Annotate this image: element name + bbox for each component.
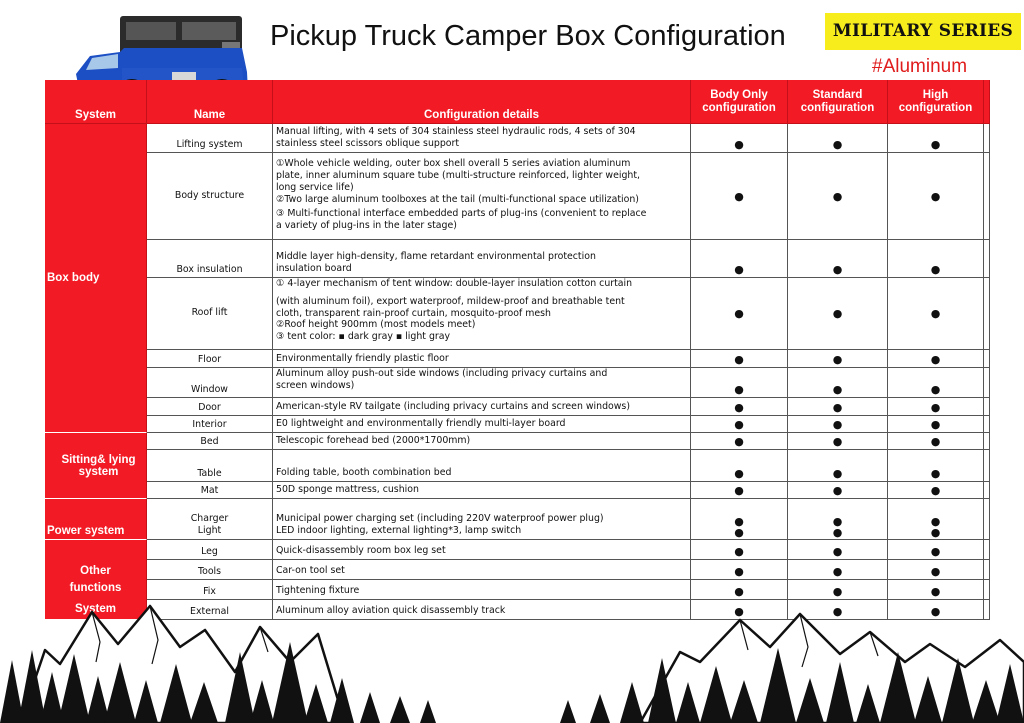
column-header-name: Name — [147, 80, 273, 124]
row-name-mat: Mat — [147, 482, 273, 499]
dot-high: ● — [888, 153, 984, 240]
dot-body-only: ● — [691, 240, 788, 278]
series-badge: MILITARY SERIES — [825, 13, 1021, 50]
dot-standard: ● — [788, 560, 888, 580]
group-power-system: Power system — [45, 499, 147, 540]
dot-body-only: ● — [691, 398, 788, 416]
dot-standard: ● — [788, 278, 888, 350]
group-box-body: Box body — [45, 124, 147, 433]
dot-high: ● — [888, 433, 984, 450]
group-other-functions-label: Other functions — [69, 565, 122, 594]
dot-body-only: ● — [691, 600, 788, 620]
row-details-bed: Telescopic forehead bed (2000*1700mm) — [273, 433, 691, 450]
row-name-bed: Bed — [147, 433, 273, 450]
dot-standard: ● — [788, 600, 888, 620]
dot-high: ● — [888, 600, 984, 620]
dot-body-only: ● — [691, 153, 788, 240]
dot-high: ● — [888, 560, 984, 580]
dot-body-only: ● — [691, 540, 788, 560]
row-details-roof-lift: ① 4-layer mechanism of tent window: double-layer insulation cotton curtain (with aluminum foil), export waterproof, mildew-proof and breathable tent cloth, transparent rain-proof curtain, mosquito-proof mesh ②Roof height 900mm (most models meet) ③ tent color: ▪ dark gray ▪ light gray — [273, 278, 691, 350]
dot-high: ● — [888, 580, 984, 600]
row-details-tools: Car-on tool set — [273, 560, 691, 580]
dot-high: ● — [888, 540, 984, 560]
dot-standard: ● — [788, 433, 888, 450]
dot-body-only: ● — [691, 350, 788, 368]
dot-high: ● — [888, 482, 984, 499]
dot-standard: ● — [788, 350, 888, 368]
row-name-lifting-system: Lifting system — [147, 124, 273, 153]
row-name-leg: Leg — [147, 540, 273, 560]
dot-body-only: ● — [691, 580, 788, 600]
dot-high: ● — [888, 416, 984, 433]
row-name-tools: Tools — [147, 560, 273, 580]
dot-standard: ● — [788, 398, 888, 416]
row-name-interior: Interior — [147, 416, 273, 433]
row-details-external: Aluminum alloy aviation quick disassembly track — [273, 600, 691, 620]
dot-body-only: ● — [691, 482, 788, 499]
dot-high: ● — [888, 240, 984, 278]
configuration-table — [45, 80, 990, 620]
row-details-leg: Quick-disassembly room box leg set — [273, 540, 691, 560]
dot-body-only: ● — [691, 433, 788, 450]
row-name-fix: Fix — [147, 580, 273, 600]
row-name-window: Window — [147, 368, 273, 398]
row-name-body-structure: Body structure — [147, 153, 273, 240]
dot-standard: ● — [788, 368, 888, 398]
dot-body-only: ● — [691, 278, 788, 350]
row-details-box-insulation: Middle layer high-density, flame retardant environmental protection insulation board — [273, 240, 691, 278]
dot-high: ● — [888, 450, 984, 482]
row-name-floor: Floor — [147, 350, 273, 368]
dot-standard: ● — [788, 540, 888, 560]
row-details-charger-light: Municipal power charging set (including 220V waterproof power plug) LED indoor lighting, external lighting*3, lamp switch — [273, 499, 691, 540]
row-name-charger-light: Charger Light — [147, 499, 273, 540]
dot-high: ● — [888, 368, 984, 398]
row-details-mat: 50D sponge mattress, cushion — [273, 482, 691, 499]
row-name-table: Table — [147, 450, 273, 482]
row-details-body-structure: ①Whole vehicle welding, outer box shell overall 5 series aviation aluminum plate, inner aluminum square tube (multi-structure reinforced, lighter weight, long service life) ②Two large aluminum toolboxes at the tail (multi-functional space utilization) ③ Multi-functional interface embedded parts of plug-ins (convenient to replace a variety of plug-ins in the later stage) — [273, 153, 691, 240]
dot-standard: ● — [788, 482, 888, 499]
dot-standard: ● — [788, 153, 888, 240]
group-other-functions-system: System — [75, 603, 116, 615]
column-header-standard: Standard configuration — [788, 80, 888, 124]
row-name-door: Door — [147, 398, 273, 416]
dot-body-only: ● — [691, 124, 788, 153]
dot-standard: ● — [788, 416, 888, 433]
dot-standard: ● ● — [788, 499, 888, 540]
dot-body-only: ● — [691, 450, 788, 482]
dot-body-only: ● — [691, 416, 788, 433]
dot-body-only: ● ● — [691, 499, 788, 540]
dot-body-only: ● — [691, 560, 788, 580]
group-sitting-lying: Sitting& lying system — [45, 433, 147, 499]
row-details-table: Folding table, booth combination bed — [273, 450, 691, 482]
page-title: Pickup Truck Camper Box Configuration — [270, 20, 786, 52]
dot-standard: ● — [788, 580, 888, 600]
mountain-forest-illustration — [0, 592, 1024, 723]
row-details-floor: Environmentally friendly plastic floor — [273, 350, 691, 368]
column-header-system: System — [45, 80, 147, 124]
row-name-roof-lift: Roof lift — [147, 278, 273, 350]
column-header-details: Configuration details — [273, 80, 691, 124]
dot-high: ● — [888, 350, 984, 368]
dot-standard: ● — [788, 240, 888, 278]
dot-high: ● — [888, 278, 984, 350]
column-header-body-only: Body Only configuration — [691, 80, 788, 124]
column-header-high: High configuration — [888, 80, 984, 124]
row-details-window: Aluminum alloy push-out side windows (including privacy curtains and screen windows) — [273, 368, 691, 398]
dot-body-only: ● — [691, 368, 788, 398]
row-name-box-insulation: Box insulation — [147, 240, 273, 278]
material-subtitle: #Aluminum — [872, 56, 968, 77]
row-details-door: American-style RV tailgate (including privacy curtains and screen windows) — [273, 398, 691, 416]
row-details-fix: Tightening fixture — [273, 580, 691, 600]
row-details-lifting-system: Manual lifting, with 4 sets of 304 stainless steel hydraulic rods, 4 sets of 304 stainless steel scissors oblique support — [273, 124, 691, 153]
dot-high: ● ● — [888, 499, 984, 540]
row-details-interior: E0 lightweight and environmentally friendly multi-layer board — [273, 416, 691, 433]
dot-high: ● — [888, 124, 984, 153]
dot-standard: ● — [788, 450, 888, 482]
dot-standard: ● — [788, 124, 888, 153]
row-name-external: External — [147, 600, 273, 620]
dot-high: ● — [888, 398, 984, 416]
